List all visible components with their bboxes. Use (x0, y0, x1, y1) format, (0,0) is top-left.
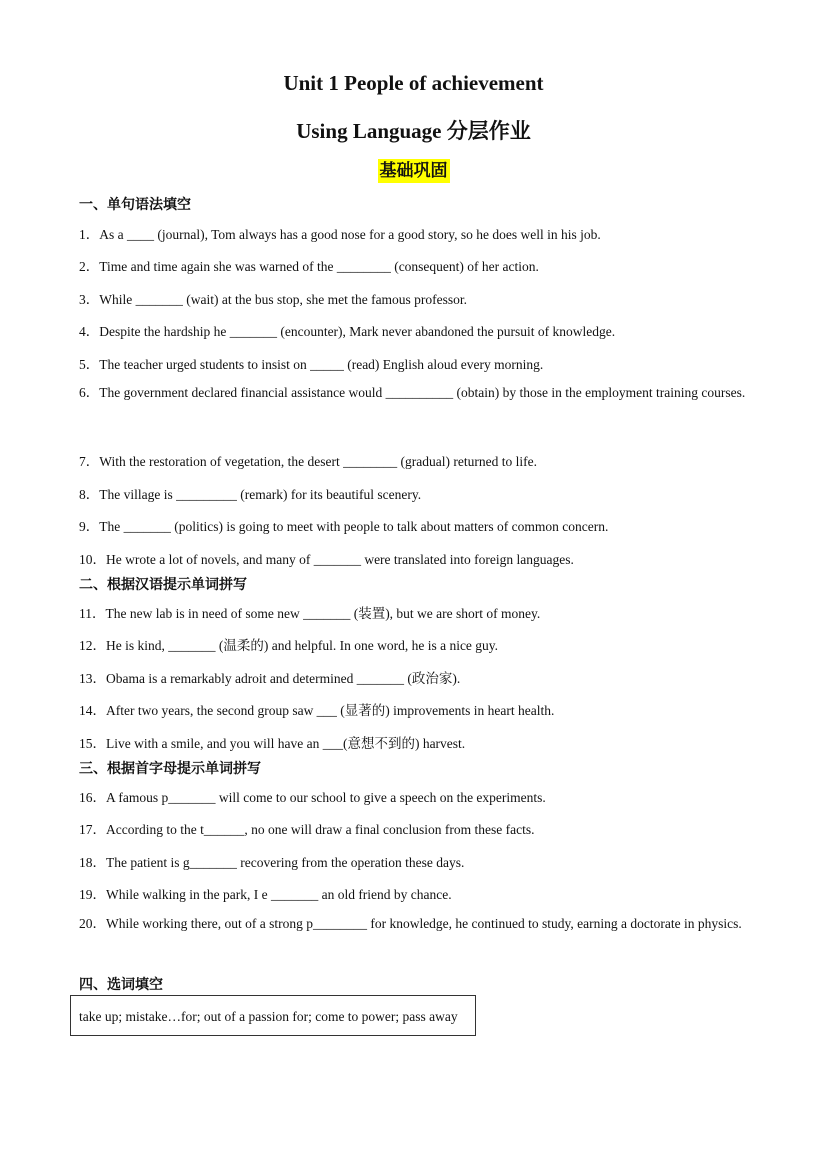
question-item: 16．A famous p_______ will come to our school to give a speech on the experiments. (79, 790, 546, 805)
question-item: 19．While walking in the park, I e _______ an old friend by chance. (79, 887, 452, 902)
document-subtitle: Using Language 分层作业 (296, 119, 531, 143)
question-item: 8．The village is _________ (remark) for its beautiful scenery. (79, 487, 422, 502)
section-heading-4: 四、选词填空 (79, 977, 163, 993)
question-item: 14．After two years, the second group saw ___ (显著的) improvements in heart health. (79, 703, 555, 718)
section-heading-3: 三、根据首字母提示单词拼写 (79, 761, 261, 777)
level-banner (0, 159, 827, 183)
question-item: 1．As a ____ (journal), Tom always has a good nose for a good story, so he does well in his job. (79, 227, 601, 242)
word-bank-box: take up; mistake…for; out of a passion for; come to power; pass away (70, 995, 476, 1036)
question-item: 15．Live with a smile, and you will have an ___(意想不到的) harvest. (79, 736, 466, 751)
question-item: 9．The _______ (politics) is going to meet with people to talk about matters of common concern. (79, 519, 609, 534)
question-item: 10．He wrote a lot of novels, and many of _______ were translated into foreign languages. (79, 552, 574, 567)
section-heading-1: 一、单句语法填空 (79, 197, 191, 213)
question-item: 6．The government declared financial assistance would __________ (obtain) by those in the employment training courses. (79, 385, 746, 400)
question-item: 4．Despite the hardship he _______ (encounter), Mark never abandoned the pursuit of knowledge. (79, 324, 616, 339)
document-title: Unit 1 People of achievement (283, 71, 544, 95)
question-item: 7．With the restoration of vegetation, the desert ________ (gradual) returned to life. (79, 454, 537, 469)
question-item: 18．The patient is g_______ recovering from the operation these days. (79, 855, 465, 870)
question-item: 17．According to the t______, no one will draw a final conclusion from these facts. (79, 822, 535, 837)
question-item: 20．While working there, out of a strong p________ for knowledge, he continued to study, earning a doctorate in physics. (79, 916, 742, 931)
question-item: 2．Time and time again she was warned of the ________ (consequent) of her action. (79, 259, 539, 274)
question-item: 11．The new lab is in need of some new _______ (装置), but we are short of money. (79, 606, 541, 621)
section-heading-2: 二、根据汉语提示单词拼写 (79, 577, 247, 593)
level-label: 基础巩固 (379, 161, 448, 181)
question-item: 12．He is kind, _______ (温柔的) and helpful. In one word, he is a nice guy. (79, 638, 499, 653)
question-item: 13．Obama is a remarkably adroit and determined _______ (政治家). (79, 671, 461, 686)
question-item: 3．While _______ (wait) at the bus stop, she met the famous professor. (79, 292, 468, 307)
question-item: 5．The teacher urged students to insist on _____ (read) English aloud every morning. (79, 357, 544, 372)
